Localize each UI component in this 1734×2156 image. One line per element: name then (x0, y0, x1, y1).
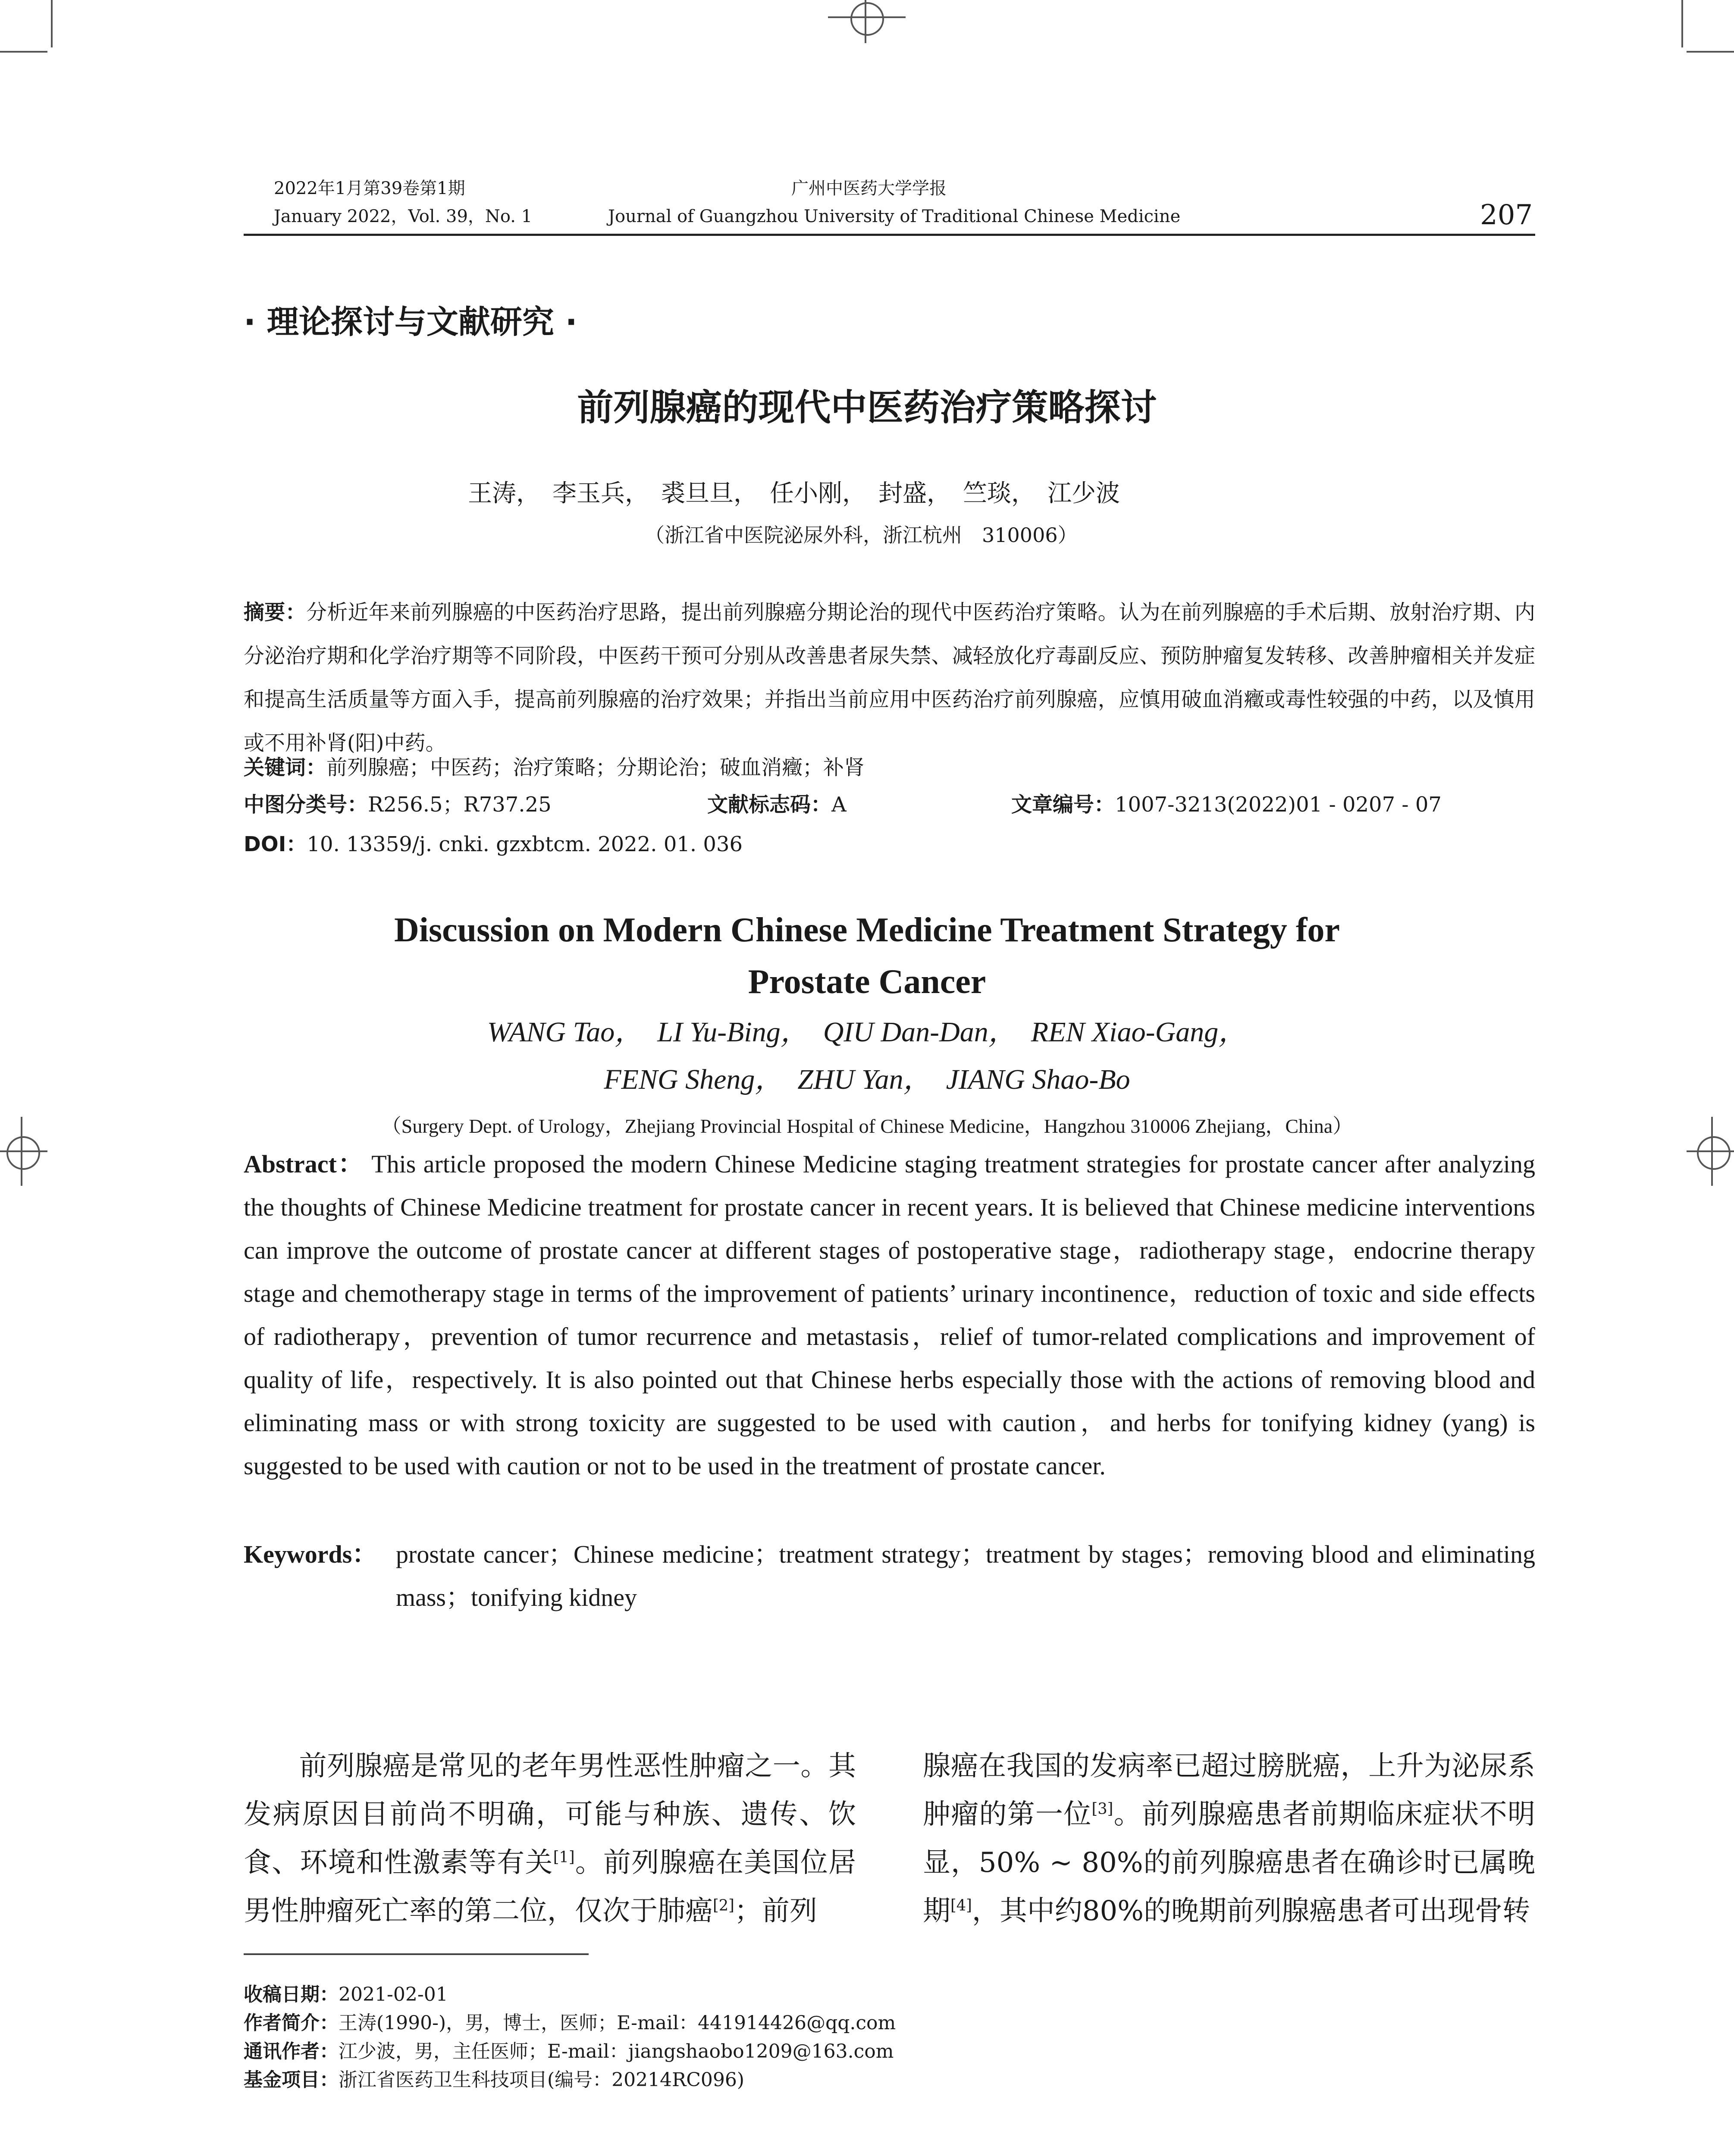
doi-value: 10. 13359/j. cnki. gzxbtcm. 2022. 01. 036 (307, 832, 743, 856)
authors-en-line1: WANG Tao， LI Yu-Bing， QIU Dan-Dan， REN Xiao-Gang， (487, 1016, 1247, 1048)
registration-mark-icon (865, 0, 866, 43)
section-label: · 理论探讨与文献研究 · (244, 304, 577, 341)
abstract-en (244, 1143, 1535, 1488)
received-label: 收稿日期： (244, 1984, 339, 2006)
journal-en: Journal of Guangzhou University of Traditional Chinese Medicine (608, 207, 1181, 226)
clc-value: R256.5；R737.25 (368, 793, 552, 817)
citation: [2] (713, 1896, 734, 1915)
authors-cn: 王涛， 李玉兵， 裘旦旦， 任小刚， 封盛， 竺琰， 江少波 (468, 479, 1120, 508)
issue-cn: 2022年1月第39卷第1期 (274, 179, 465, 198)
article-label: 文章编号： (1011, 793, 1115, 817)
affiliation-en: （Surgery Dept. of Urology，Zhejiang Provincial Hospital of Chinese Medicine，Hangzhou 310006 Zhejiang，China） (381, 1115, 1353, 1137)
registration-mark-icon (1687, 1150, 1734, 1152)
crop-mark (51, 0, 53, 47)
body-text: ，其中约80%的晚期前列腺癌患者可出现骨转 (972, 1895, 1530, 1927)
clc-label: 中图分类号： (244, 793, 368, 817)
citation: [3] (1091, 1800, 1113, 1818)
body-text: 腺癌在我国的发病率已超过膀胱癌，上升为泌尿系肿瘤的第一位 (923, 1750, 1535, 1830)
body-text: 。前列腺癌在美国位居男性肿瘤死亡率的第二位，仅次于肺癌 (244, 1847, 856, 1927)
registration-mark-icon (850, 2, 884, 36)
body-text: 前列腺癌是常见的老年男性恶性肿瘤之一。其发病原因目前尚不明确，可能与种族、遗传、饮食、环境和性激素等有关 (244, 1750, 856, 1879)
footnote-corresponding (244, 2039, 894, 2065)
author-label: 作者简介： (244, 2012, 339, 2034)
footnote-fund (244, 2067, 744, 2093)
title-en-line1: Discussion on Modern Chinese Medicine Treatment Strategy for (394, 911, 1340, 949)
registration-mark-icon (1697, 1136, 1731, 1170)
doi (244, 831, 743, 857)
footnote-author (244, 2010, 896, 2036)
affiliation-cn: （浙江省中医院泌尿外科，浙江杭州 310006） (645, 523, 1078, 547)
clc-number (244, 792, 552, 818)
document-code (707, 792, 847, 818)
citation: [1] (553, 1848, 575, 1866)
body-left-column (244, 1742, 856, 1935)
crop-mark (0, 51, 47, 53)
keywords-cn (244, 755, 865, 780)
received-value: 2021-02-01 (339, 1984, 448, 2006)
doi-label: DOI： (244, 832, 307, 856)
article-number (1011, 792, 1442, 818)
header-rule (244, 234, 1535, 236)
abstract-en-label: Abstract： (244, 1150, 364, 1178)
corr-label: 通讯作者： (244, 2040, 339, 2062)
issue-en: January 2022，Vol. 39，No. 1 (274, 207, 533, 226)
body-right-column (923, 1742, 1535, 1935)
fund-value: 浙江省医药卫生科技项目(编号：20214RC096) (339, 2069, 745, 2091)
body-text: 。前列腺癌患者前期临床症状不明显，50% ~ 80%的前列腺癌患者在确诊时已属晚期 (923, 1799, 1536, 1927)
corr-value: 江少波，男，主任医师；E-mail：jiangshaobo1209@163.com (339, 2040, 894, 2062)
citation: [4] (950, 1896, 972, 1915)
journal-cn: 广州中医药大学学报 (791, 179, 947, 198)
article-value: 1007-3213(2022)01 - 0207 - 07 (1115, 793, 1442, 817)
abstract-cn-label: 摘要： (244, 600, 306, 624)
author-value: 王涛(1990-)，男，博士，医师；E-mail：441914426@qq.com (339, 2012, 896, 2034)
keywords-en-label: Keywords： (244, 1540, 377, 1568)
registration-mark-icon (6, 1136, 40, 1170)
doc-value: A (831, 793, 847, 817)
title-en-line2: Prostate Cancer (748, 963, 986, 1001)
registration-mark-icon (0, 1150, 47, 1152)
authors-en-line2: FENG Sheng， ZHU Yan， JIANG Shao-Bo (604, 1064, 1130, 1095)
keywords-cn-text: 前列腺癌；中医药；治疗策略；分期论治；破血消癥；补肾 (326, 755, 865, 780)
footnote-received (244, 1982, 448, 2008)
doc-label: 文献标志码： (707, 793, 832, 817)
fund-label: 基金项目： (244, 2069, 339, 2091)
keywords-cn-label: 关键词： (244, 755, 327, 780)
footnote-rule (244, 1953, 589, 1955)
title-cn: 前列腺癌的现代中医药治疗策略探讨 (577, 386, 1157, 429)
abstract-en-text: This article proposed the modern Chinese Medicine staging treatment strategies for prostate cancer after analyzing the thoughts of Chinese Medicine treatment for prostate cancer in recent years. It is believed that Chinese medicine interventions can improve the outcome of prostate cancer at different stages of postoperative stage，radiotherapy stage，endocrine therapy stage and chemotherapy stage in terms of the improvement of patients’ urinary incontinence，reduction of toxic and side effects of radiotherapy，prevention of tumor recurrence and metastasis，relief of tumor-related complications and improvement of quality of life，respectively. It is also pointed out that Chinese herbs especially those with the actions of removing blood and eliminating mass or with strong toxicity are suggested to be used with caution，and herbs for tonifying kidney (yang) is suggested to be used with caution or not to be used in the treatment of prostate cancer. (244, 1150, 1535, 1480)
keywords-en-text: prostate cancer；Chinese medicine；treatment strategy；treatment by stages；removing blood and eliminating mass；tonifying kidney (396, 1540, 1535, 1611)
body-text: ；前列 (734, 1895, 817, 1927)
abstract-cn-text: 分析近年来前列腺癌的中医药治疗思路，提出前列腺癌分期论治的现代中医药治疗策略。认为在前列腺癌的手术后期、放射治疗期、内分泌治疗期和化学治疗期等不同阶段，中医药干预可分别从改善患者尿失禁、减轻放化疗毒副反应、预防肿瘤复发转移、改善肿瘤相关并发症和提高生活质量等方面入手，提高前列腺癌的治疗效果；并指出当前应用中医药治疗前列腺癌，应慎用破血消癥或毒性较强的中药，以及慎用或不用补肾(阳)中药。 (244, 600, 1535, 755)
crop-mark (1681, 0, 1683, 47)
registration-mark-icon (828, 16, 906, 18)
crop-mark (1687, 51, 1734, 53)
page-number: 207 (1480, 199, 1533, 231)
abstract-cn (244, 591, 1535, 765)
